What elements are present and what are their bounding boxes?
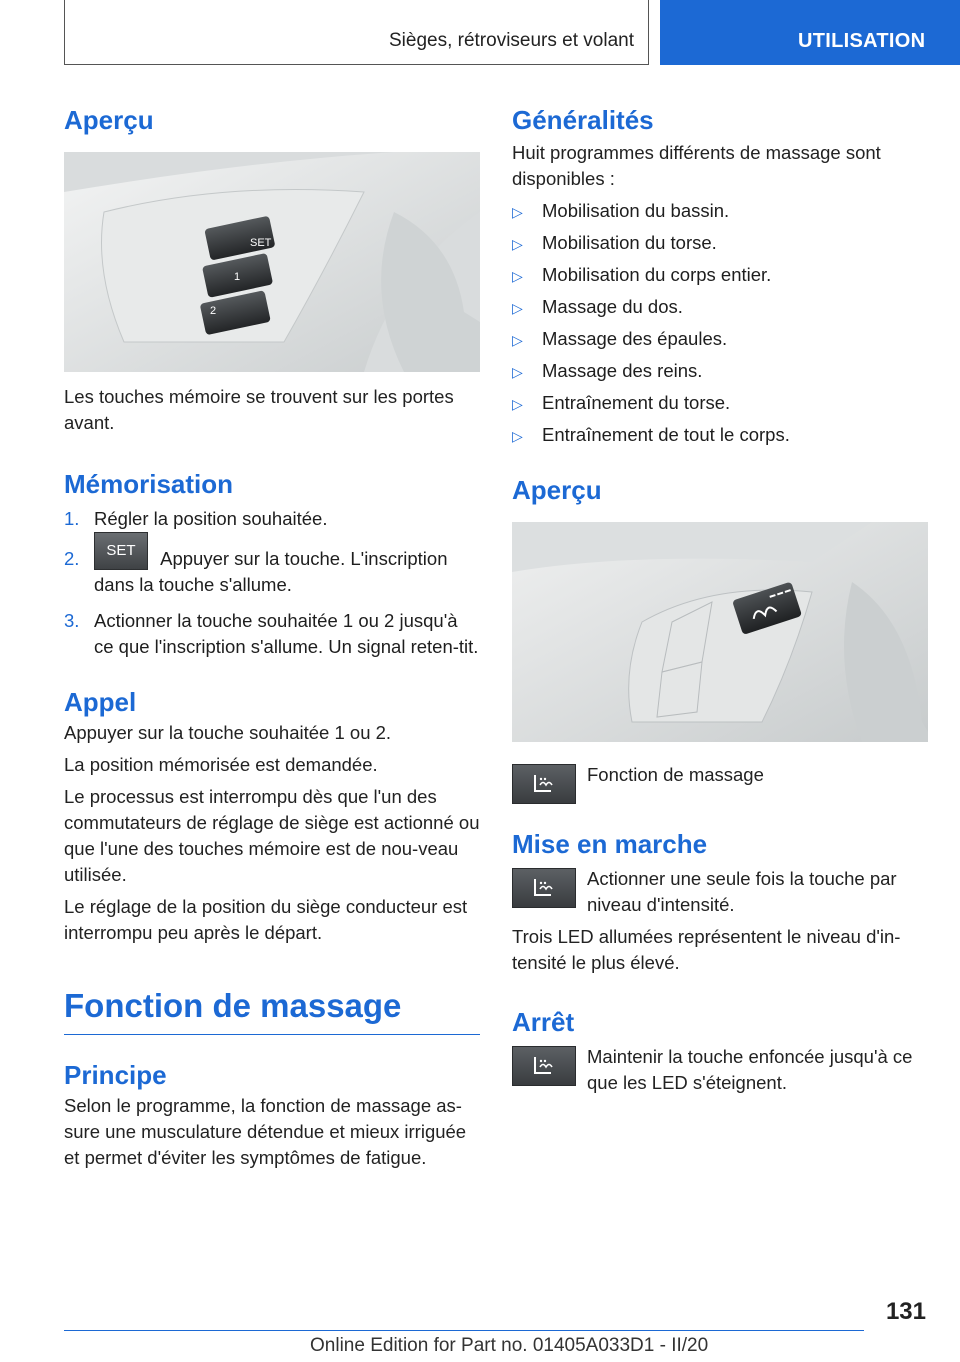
massage-button-photo [512, 522, 928, 742]
footer-rule [64, 1330, 864, 1331]
section-rule [64, 1034, 480, 1035]
principe-heading: Principe [64, 1060, 167, 1090]
step-text: Actionner la touche souhaitée 1 ou 2 jusqu'à ce que l'inscription s'allume. Un signal reten-tit. [94, 610, 479, 657]
appel-paragraph: La position mémorisée est demandée. [64, 754, 378, 775]
photo-button-1-label: 1 [234, 271, 241, 283]
mise-en-marche-heading: Mise en marche [512, 829, 708, 859]
header-tab-label: UTILISATION [798, 30, 926, 52]
step-number: 1. [64, 508, 80, 529]
generalites-heading: Généralités [512, 105, 654, 135]
header-tab [660, 0, 960, 65]
step-number: 3. [64, 610, 80, 631]
triangle-bullet-icon: ▷ [512, 204, 523, 220]
appel-paragraph: Le processus est interrompu dès que l'un des commutateurs de réglage de siège est actionné ou que l'une des touches mémoire est de nou-veau utilisée. [64, 786, 480, 885]
generalites-paragraph: Huit programmes différents de massage sont disponibles : [512, 142, 881, 189]
left-column [64, 100, 480, 1171]
photo-button-2-label: 2 [210, 305, 217, 317]
photo-set-label: SET [250, 237, 272, 249]
step-text: Appuyer sur la touche. L'inscription dans la touche s'allume. [94, 548, 448, 595]
triangle-bullet-icon: ▷ [512, 428, 523, 444]
triangle-bullet-icon: ▷ [512, 332, 523, 348]
program-item: ▷ Entraînement de tout le corps. [512, 422, 928, 448]
massage-seat-icon [512, 764, 576, 804]
appel-paragraph: Le réglage de la position du siège conducteur est interrompu peu après le départ. [64, 896, 468, 943]
set-button-icon: SET [94, 532, 148, 570]
triangle-bullet-icon: ▷ [512, 268, 523, 284]
photo-caption: Les touches mémoire se trouvent sur les portes avant. [64, 386, 454, 433]
mise-en-marche-row [512, 866, 928, 918]
step-text: Régler la position souhaitée. [94, 508, 328, 529]
triangle-bullet-icon: ▷ [512, 396, 523, 412]
triangle-bullet-icon: ▷ [512, 236, 523, 252]
programs-list [512, 198, 928, 448]
program-item: ▷ Massage du dos. [512, 294, 928, 320]
program-item: ▷ Massage des épaules. [512, 326, 928, 352]
page-number: 131 [885, 1298, 926, 1325]
footer-edition: Online Edition for Part no. 01405A033D1 - II/20 [310, 1335, 709, 1356]
massage-function-caption: Fonction de massage [587, 764, 764, 785]
triangle-bullet-icon: ▷ [512, 364, 523, 380]
mise-en-marche-text: Actionner une seule fois la touche par niveau d'intensité. [587, 868, 897, 915]
header-section-title: Sièges, rétroviseurs et volant [388, 30, 634, 51]
program-item: ▷ Mobilisation du corps entier. [512, 262, 928, 288]
right-column [512, 100, 928, 1096]
arret-text: Maintenir la touche enfoncée jusqu'à ce que les LED s'éteignent. [587, 1046, 913, 1093]
memory-buttons-photo [64, 152, 480, 372]
massage-function-row [512, 762, 928, 806]
step-number: 2. [64, 548, 80, 569]
program-item: ▷ Massage des reins. [512, 358, 928, 384]
program-item: ▷ Mobilisation du bassin. [512, 198, 928, 224]
memorisation-heading: Mémorisation [64, 469, 234, 499]
step-item [64, 608, 480, 660]
massage-seat-icon [512, 868, 576, 908]
header-section-box [64, 0, 649, 65]
arret-heading: Arrêt [512, 1007, 575, 1037]
massage-button-illustration [512, 522, 928, 742]
program-item: ▷ Entraînement du torse. [512, 390, 928, 416]
program-item: ▷ Mobilisation du torse. [512, 230, 928, 256]
memory-buttons-illustration [64, 152, 480, 372]
apercu-heading: Aperçu [64, 105, 154, 135]
principe-paragraph: Selon le programme, la fonction de massage as-sure une musculature détendue et mieux irriguée et permet d'éviter les symptômes de fatigue. [64, 1095, 467, 1168]
massage-section-heading: Fonction de massage [64, 987, 402, 1024]
triangle-bullet-icon: ▷ [512, 300, 523, 316]
massage-seat-icon [512, 1046, 576, 1086]
appel-heading: Appel [64, 687, 137, 717]
arret-row [512, 1044, 928, 1096]
step-item [64, 542, 480, 598]
step-item [64, 506, 480, 532]
appel-paragraph: Appuyer sur la touche souhaitée 1 ou 2. [64, 722, 392, 743]
apercu-heading-right: Aperçu [512, 475, 602, 505]
memorisation-steps [64, 506, 480, 660]
mise-en-marche-note: Trois LED allumées représentent le niveau d'in-tensité le plus élevé. [512, 926, 901, 973]
